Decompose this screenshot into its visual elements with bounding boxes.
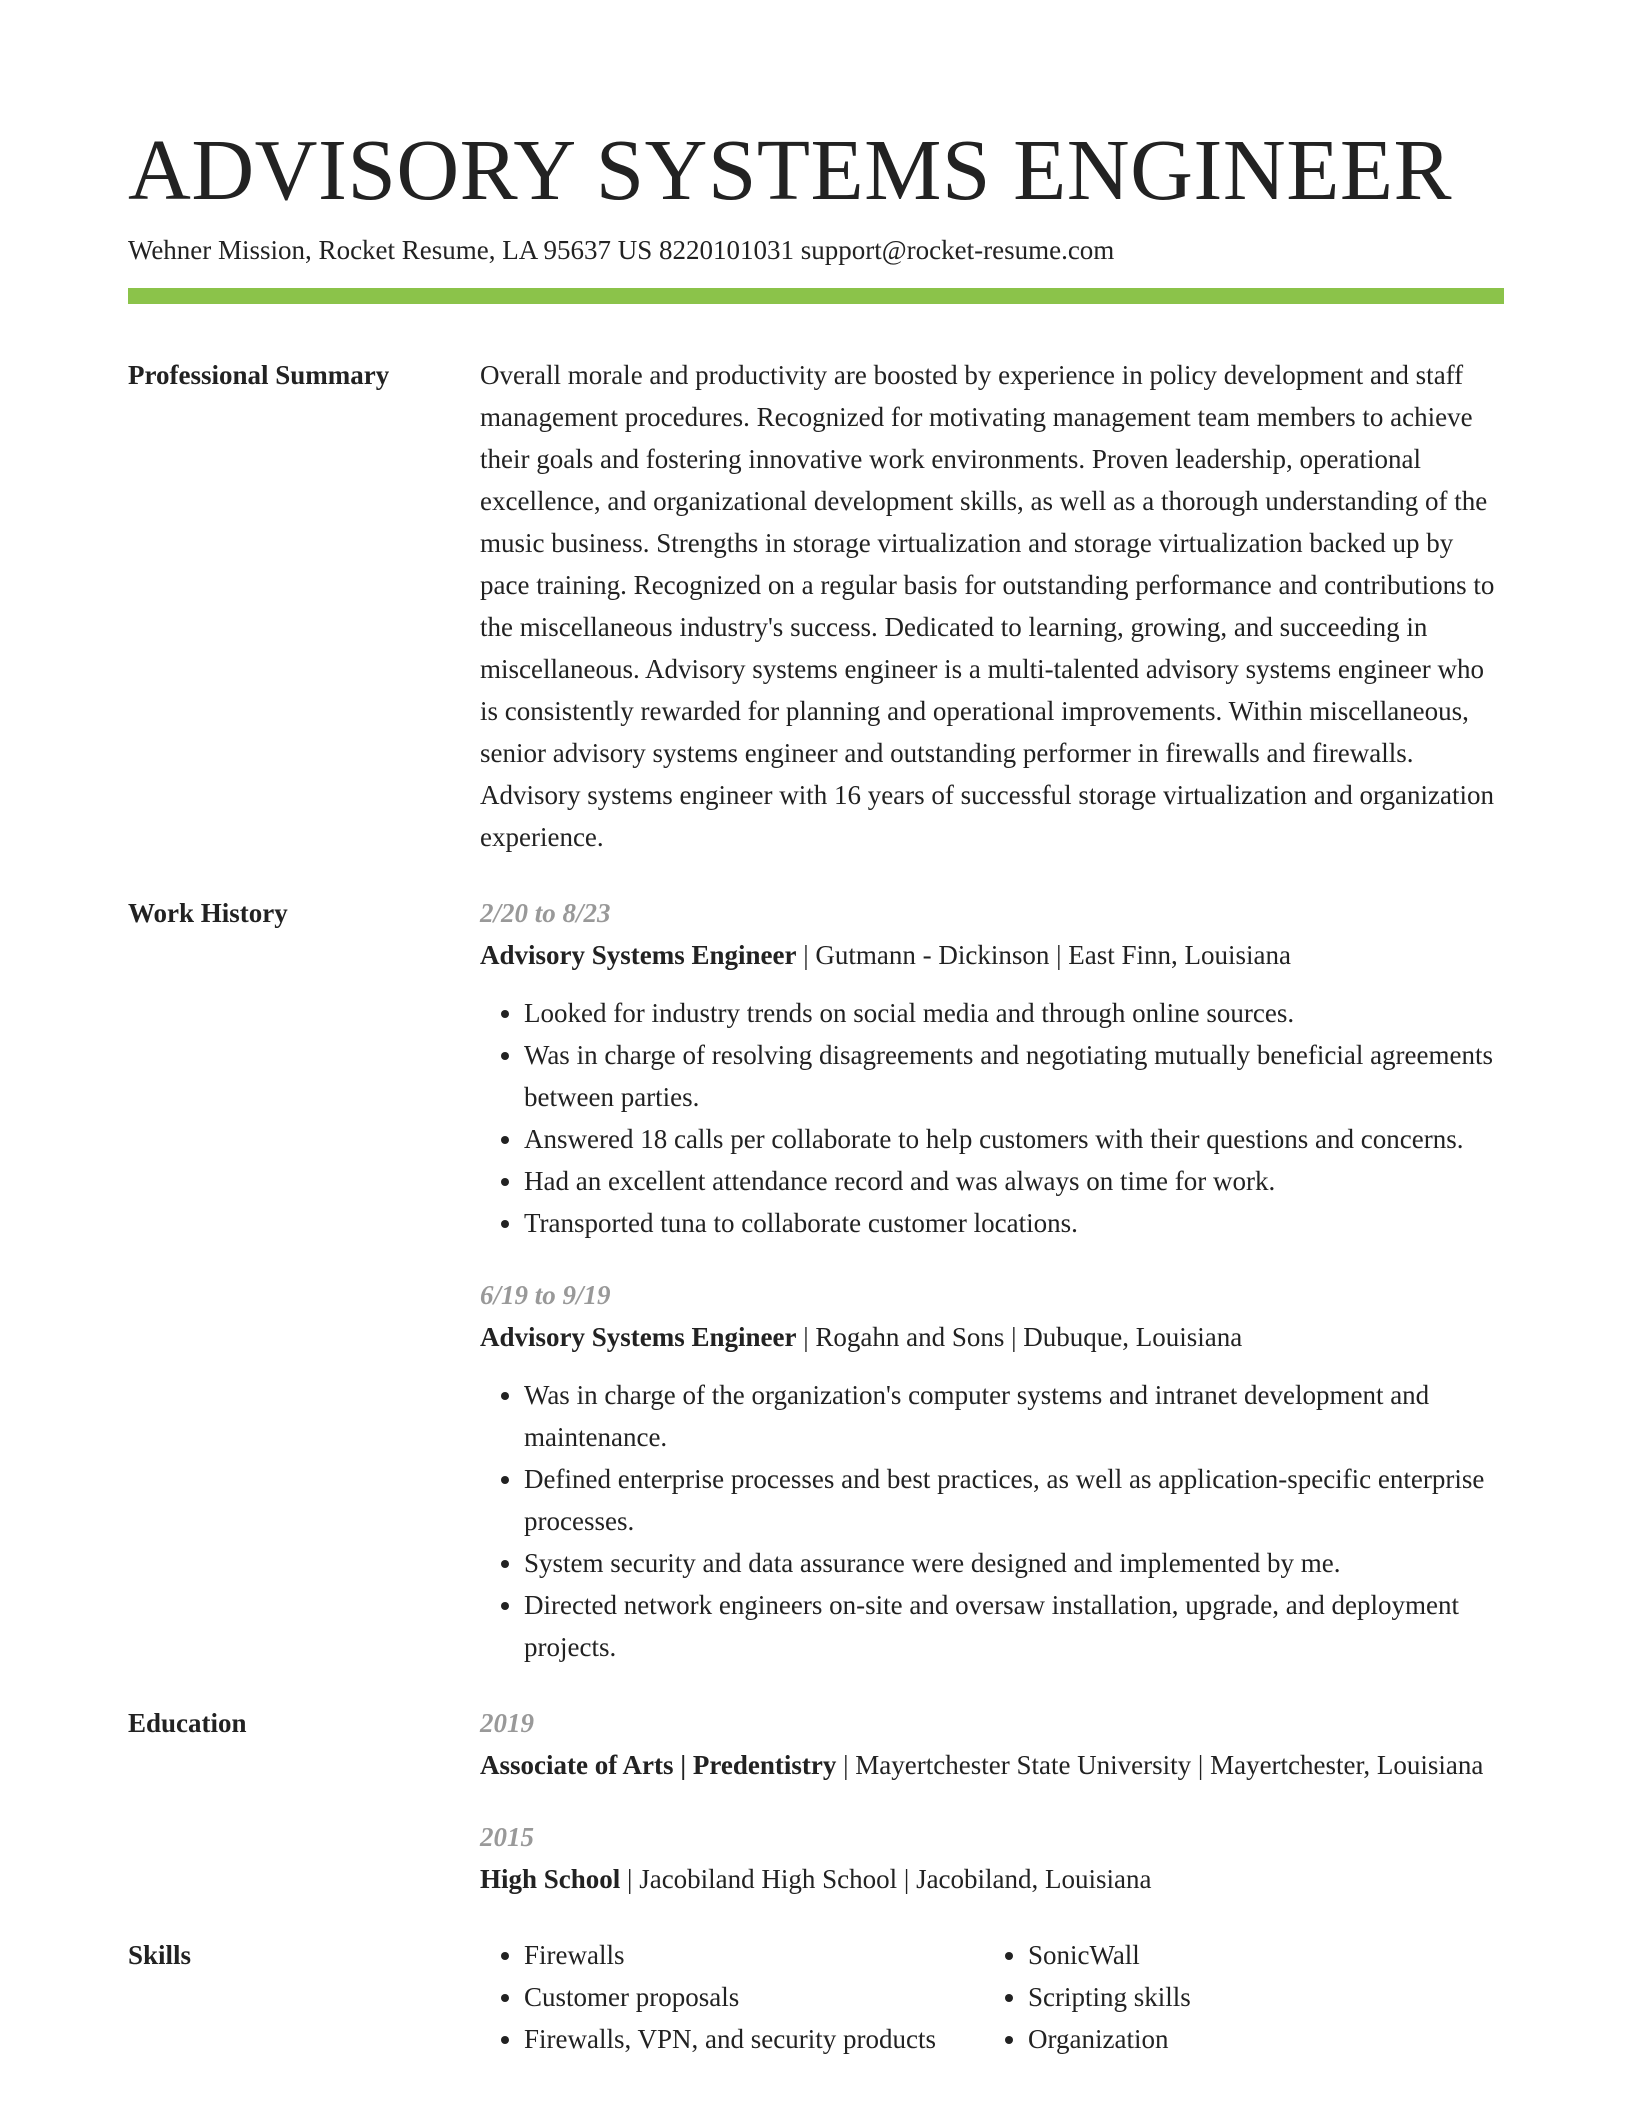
education-section (128, 1702, 1504, 1900)
summary-section (128, 354, 1504, 858)
education-entry (480, 1816, 1504, 1900)
education-entry (480, 1702, 1504, 1786)
skill-item: • Firewalls, VPN, and security products (524, 2018, 984, 2060)
job-employer-location: | Gutmann - Dickinson | East Finn, Louisiana (796, 940, 1292, 970)
skills-heading: Skills (128, 1940, 192, 1970)
work-history-section (128, 892, 1504, 1668)
accent-divider (128, 288, 1504, 304)
job-role: Advisory Systems Engineer (480, 1322, 797, 1352)
job-entry (480, 1274, 1504, 1668)
job-bullet: • System security and data assurance were designed and implemented by me. (524, 1542, 1504, 1584)
job-dates: 2/20 to 8/23 (480, 898, 611, 928)
skill-item: • Firewalls (524, 1934, 984, 1976)
job-bullet: • Defined enterprise processes and best practices, as well as application-specific enterprise processes. (524, 1458, 1504, 1542)
job-title-line (480, 934, 1504, 976)
education-school-location: | Jacobiland High School | Jacobiland, Louisiana (620, 1864, 1152, 1894)
education-degree: High School (480, 1864, 621, 1894)
skills-column-left (480, 1934, 984, 2060)
education-year: 2015 (480, 1822, 534, 1852)
skills-body (480, 1934, 1504, 2060)
skill-item: • Scripting skills (1028, 1976, 1488, 2018)
summary-heading: Professional Summary (128, 360, 390, 390)
summary-body (480, 354, 1504, 858)
job-bullets (480, 992, 1504, 1244)
job-dates: 6/19 to 9/19 (480, 1280, 611, 1310)
job-bullet: • Transported tuna to collaborate customer locations. (524, 1202, 1504, 1244)
summary-text: Overall morale and productivity are boosted by experience in policy development and staff management procedures. Recognized for motivating management team members to achieve their goals and fostering innovative work environments. Proven leadership, operational excellence, and organizational development skills, as well as a thorough understanding of the music business. Strengths in storage virtualization and storage virtualization backed up by pace training. Recognized on a regular basis for outstanding performance and contributions to the miscellaneous industry's success. Dedicated to learning, growing, and succeeding in miscellaneous. Advisory systems engineer is a multi-talented advisory systems engineer who is consistently rewarded for planning and operational improvements. Within miscellaneous, senior advisory systems engineer and outstanding performer in firewalls and firewalls. Advisory systems engineer with 16 years of successful storage virtualization and organization experience. (480, 360, 1495, 852)
education-year: 2019 (480, 1708, 534, 1738)
work-history-heading: Work History (128, 898, 288, 928)
skill-item: • Customer proposals (524, 1976, 984, 2018)
job-entry (480, 892, 1504, 1244)
resume-page (128, 0, 1504, 2060)
contact-line: Wehner Mission, Rocket Resume, LA 95637 US 8220101031 support@rocket-resume.com (128, 235, 1115, 265)
skills-column-right (984, 1934, 1488, 2060)
job-bullet: • Had an excellent attendance record and was always on time for work. (524, 1160, 1504, 1202)
skill-item: • Organization (1028, 2018, 1488, 2060)
job-bullet: • Was in charge of the organization's computer systems and intranet development and maintenance. (524, 1374, 1504, 1458)
education-body (480, 1702, 1504, 1900)
work-history-body (480, 892, 1504, 1668)
education-line (480, 1744, 1504, 1786)
skill-item: • SonicWall (1028, 1934, 1488, 1976)
job-title-line (480, 1316, 1504, 1358)
education-heading: Education (128, 1708, 247, 1738)
job-role: Advisory Systems Engineer (480, 940, 797, 970)
job-bullets (480, 1374, 1504, 1668)
resume-title: ADVISORY SYSTEMS ENGINEER (128, 121, 1453, 218)
job-bullet: • Directed network engineers on-site and oversaw installation, upgrade, and deployment projects. (524, 1584, 1504, 1668)
education-degree: Associate of Arts | Predentistry (480, 1750, 837, 1780)
job-bullet: • Looked for industry trends on social media and through online sources. (524, 992, 1504, 1034)
job-employer-location: | Rogahn and Sons | Dubuque, Louisiana (796, 1322, 1243, 1352)
skills-section (128, 1934, 1504, 2060)
skills-grid (480, 1934, 1504, 2060)
education-school-location: | Mayertchester State University | Mayertchester, Louisiana (836, 1750, 1484, 1780)
job-bullet: • Answered 18 calls per collaborate to help customers with their questions and concerns. (524, 1118, 1504, 1160)
education-line (480, 1858, 1504, 1900)
job-bullet: • Was in charge of resolving disagreements and negotiating mutually beneficial agreements between parties. (524, 1034, 1504, 1118)
